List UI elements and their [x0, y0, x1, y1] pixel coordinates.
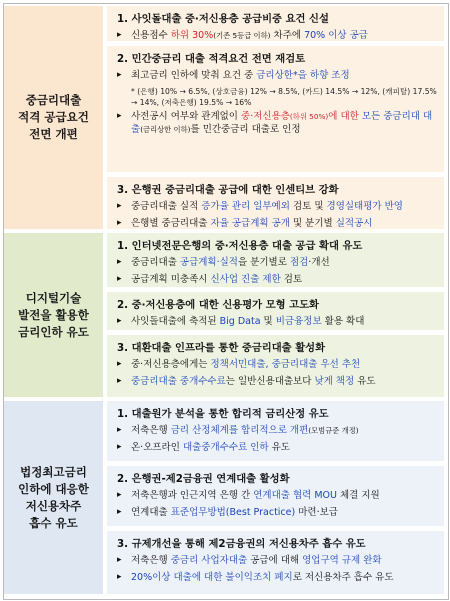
bullet-item — [117, 358, 438, 372]
highlighted-text: 점검 — [289, 257, 309, 268]
item-title: 3. 대환대출 인프라를 통한 중금리대출 활성화 — [117, 342, 326, 354]
bullet-item — [117, 441, 438, 455]
item-title: 3. 규제개선을 통해 제2금융권의 저신용차주 흡수 유도 — [117, 538, 366, 550]
item-box — [107, 6, 444, 41]
highlighted-text: 금리상한 — [256, 70, 293, 81]
bullet-item — [117, 110, 438, 137]
item-title: 2. 은행권-제2금융권 연계대출 활성화 — [117, 473, 290, 485]
text-run: 검토 및 — [289, 201, 327, 212]
text-run: 활용 확대 — [321, 316, 365, 327]
highlighted-text: 증가율 관리 일부예외 — [201, 201, 290, 212]
triangle-bullet-icon: ▸ — [117, 316, 122, 326]
triangle-bullet-icon: ▸ — [117, 70, 122, 80]
category-label: 법정최고금리 인하에 대응한 저신용차주 흡수 유도 — [4, 401, 103, 594]
text-run: 마련·보급 — [295, 506, 338, 518]
bullet-item — [117, 506, 438, 520]
highlighted-text: 영업구역 규제 완화 — [302, 555, 382, 566]
category-label: 디지털기술 발전을 활용한 금리인하 유도 — [4, 233, 103, 397]
text-run: 사전공시 여부와 관계없이 — [131, 110, 242, 122]
highlighted-text: Big Data — [219, 316, 261, 327]
bullet-item — [117, 69, 438, 83]
highlighted-text: 중금리 사업자대출 — [170, 555, 248, 566]
text-run: 을 분기별로 — [238, 257, 290, 268]
highlighted-text: 70% 이상 공급 — [304, 30, 368, 41]
bullet-list — [117, 256, 438, 286]
triangle-bullet-icon: ▸ — [117, 375, 122, 386]
highlighted-text: 비금융정보 — [275, 316, 322, 327]
footnote: * (은행) 10% → 6.5%, (상호금융) 12% → 8.5%, (카드) 14.5% → 12%, (캐피탈) 17.5% → 14%, (저축은행) 19.5% → 16% — [131, 86, 437, 107]
item-box — [107, 177, 444, 229]
text-run: 저축은행 — [131, 425, 171, 436]
text-run: (기존 5등급 이하) — [213, 31, 271, 40]
triangle-bullet-icon: ▸ — [117, 201, 122, 211]
triangle-bullet-icon: ▸ — [117, 425, 122, 435]
text-run: 중·저신용층에게는 — [131, 359, 211, 370]
item-title: 1. 대출원가 분석을 통한 합리적 금리산정 유도 — [117, 408, 329, 420]
category-label: 중금리대출 적격 공급요건 전면 개편 — [4, 6, 103, 229]
bullet-item — [117, 424, 438, 438]
highlighted-text: 경영실태평가 반영 — [326, 201, 403, 212]
bullet-item — [117, 200, 438, 214]
item-box — [107, 233, 444, 287]
highlighted-text: 20%이상 대출에 대한 불이익조치 폐지 — [131, 571, 293, 583]
highlighted-text: 금리 산정체계를 합리적으로 개편 — [170, 425, 309, 436]
bullet-list — [117, 424, 438, 454]
highlighted-text: 신사업 진출 제한 — [210, 273, 281, 285]
text-run: 및 분기별 — [289, 217, 336, 229]
highlighted-text: 연계대출 협력 MOU — [253, 490, 337, 501]
triangle-bullet-icon: ▸ — [117, 359, 122, 369]
text-run: 최고금리 인하에 맞춰 요건 중 — [131, 70, 257, 81]
item-box — [107, 292, 444, 330]
triangle-bullet-icon: ▸ — [117, 506, 122, 517]
triangle-bullet-icon: ▸ — [117, 441, 122, 452]
text-run: 중금리대출 — [131, 257, 180, 268]
text-run: 유도 — [354, 375, 376, 387]
text-run: 온·오프라인 — [131, 441, 183, 453]
triangle-bullet-icon: ▸ — [117, 30, 122, 40]
bullet-item — [117, 217, 438, 231]
text-run: 는 일반신용대출보다 — [225, 375, 315, 387]
highlighted-text: 실적공시 — [335, 217, 373, 229]
text-run: 차주에 — [270, 30, 305, 41]
text-run: 검토 — [280, 273, 303, 285]
text-run: (모범규준 개정) — [308, 426, 359, 435]
item-box — [107, 466, 444, 526]
item-title: 2. 민간중금리 대출 적격요건 전면 재검토 — [117, 53, 306, 65]
item-title: 1. 인터넷전문은행의 중·저신용층 대출 공급 확대 유도 — [117, 240, 363, 252]
text-run: 유도 — [268, 441, 290, 453]
highlighted-text: 표준업무방법(Best Practice) — [170, 506, 296, 518]
highlighted-text: 낮게 책정 — [314, 375, 355, 387]
highlighted-text: 에 대한 — [328, 110, 362, 122]
item-title: 1. 사잇돌대출 중·저신용층 공급비중 요건 신설 — [117, 13, 329, 25]
text-run: 공급에 대해 — [247, 555, 303, 566]
item-box — [107, 401, 444, 461]
bullet-item — [117, 273, 438, 287]
triangle-bullet-icon: ▸ — [117, 490, 122, 500]
highlighted-text: 하위 30% — [170, 30, 214, 41]
bullet-list — [117, 29, 438, 43]
text-run: 연계대출 — [131, 506, 171, 518]
bullet-item — [117, 554, 438, 568]
triangle-bullet-icon: ▸ — [117, 555, 122, 565]
item-box — [107, 46, 444, 172]
highlighted-text: 자율 공급계획 공개 — [210, 217, 290, 229]
triangle-bullet-icon: ▸ — [117, 217, 122, 228]
bullet-item — [117, 29, 438, 43]
bullet-item — [117, 489, 438, 503]
item-box — [107, 531, 444, 594]
text-run: 로 저신용차주 흡수 유도 — [292, 571, 394, 583]
highlighted-text: (하위 50%) — [289, 111, 329, 121]
triangle-bullet-icon: ▸ — [117, 257, 122, 267]
text-run: 중금리대출 실적 — [131, 201, 202, 212]
bullet-item — [117, 256, 438, 270]
text-run: (금리상한 이하) — [140, 125, 191, 134]
triangle-bullet-icon: ▸ — [117, 110, 122, 121]
text-run: 공급계획 미충족시 — [131, 273, 211, 285]
text-run: 를 민간중금리 대출로 인정 — [190, 124, 301, 135]
highlighted-text: 중금리대출 중개수수료 — [131, 375, 226, 387]
item-box — [107, 335, 444, 397]
item-title: 2. 중·저신용층에 대한 신용평가 모형 고도화 — [117, 299, 320, 311]
bullet-list — [117, 69, 438, 137]
triangle-bullet-icon: ▸ — [117, 273, 122, 284]
text-run: 은행별 중금리대출 — [131, 217, 211, 229]
item-title: 3. 은행권 중금리대출 공급에 대한 인센티브 강화 — [117, 184, 339, 196]
bullet-item — [117, 571, 438, 585]
highlighted-text: *을 하향 조정 — [292, 70, 350, 81]
text-run: 신용점수 — [131, 30, 171, 41]
bullet-item — [117, 315, 438, 329]
text-run: ·개선 — [308, 257, 330, 268]
highlighted-text: 중·저신용층 — [241, 110, 290, 122]
highlighted-text: 공급계획·실적 — [179, 257, 238, 268]
text-run: 저축은행과 인근지역 은행 간 — [131, 490, 254, 501]
text-run: 체결 지원 — [336, 490, 380, 501]
text-run: 사잇돌대출에 축적된 — [131, 316, 220, 327]
bullet-list — [117, 489, 438, 519]
bullet-list — [117, 358, 438, 388]
bullet-list — [117, 554, 438, 584]
triangle-bullet-icon: ▸ — [117, 571, 122, 582]
bullet-list — [117, 200, 438, 230]
bullet-list — [117, 315, 438, 329]
highlighted-text: 대출중개수수료 인하 — [182, 441, 269, 453]
text-run: 저축은행 — [131, 555, 171, 566]
bullet-item — [117, 375, 438, 389]
highlighted-text: 모든 중금리대 대출 — [131, 110, 433, 135]
text-run: 및 — [260, 316, 276, 327]
highlighted-text: 정책서민대출, 중금리대출 우선 추천 — [210, 359, 361, 370]
